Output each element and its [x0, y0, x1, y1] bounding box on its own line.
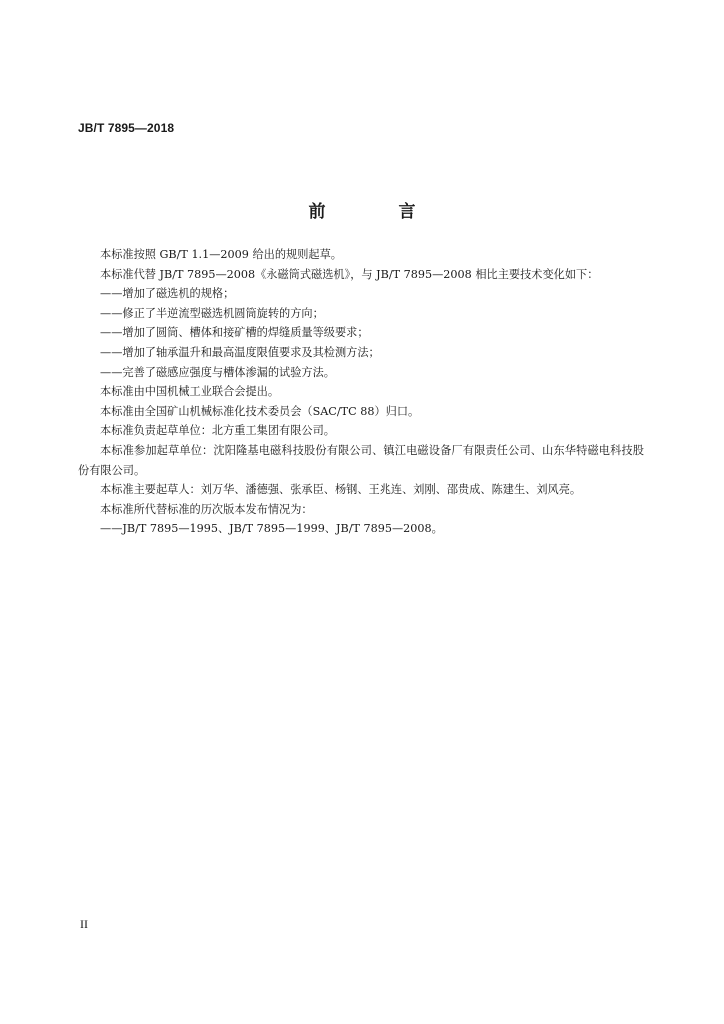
standard-code-header: JB/T 7895—2018 — [78, 121, 175, 135]
paragraph-participating-drafters: 本标准参加起草单位：沈阳隆基电磁科技股份有限公司、镇江电磁设备厂有限责任公司、山东华特磁电科技股份有限公司。 — [78, 443, 644, 477]
paragraph-replacement: 本标准代替 JB/T 7895—2008《永磁筒式磁选机》，与 JB/T 7895—2008 相比主要技术变化如下： — [100, 267, 599, 281]
paragraph-drafting-rules: 本标准按照 GB/T 1.1—2009 给出的规则起草。 — [100, 248, 342, 261]
list-item-change: ——增加了轴承温升和最高温度限值要求及其检测方法； — [100, 345, 380, 359]
foreword-body — [78, 245, 644, 539]
paragraph-responsible-drafter: 本标准负责起草单位：北方重工集团有限公司。 — [100, 424, 335, 438]
foreword-title: 前 言 — [308, 202, 444, 222]
list-item-change: ——修正了半逆流型磁选机圆筒旋转的方向； — [100, 306, 324, 320]
paragraph-proposed-by: 本标准由中国机械工业联合会提出。 — [100, 385, 280, 399]
paragraph-previous-editions: 本标准所代替标准的历次版本发布情况为： — [100, 502, 313, 516]
page-number: II — [80, 917, 88, 931]
list-item-change: ——增加了圆筒、槽体和接矿槽的焊缝质量等级要求； — [100, 326, 369, 340]
list-item-change: ——完善了磁感应强度与槽体渗漏的试验方法。 — [100, 365, 335, 379]
paragraph-centralized-by: 本标准由全国矿山机械标准化技术委员会（SAC/TC 88）归口。 — [100, 404, 420, 418]
list-item-change: ——增加了磁选机的规格； — [100, 287, 235, 301]
list-item-previous-edition: ——JB/T 7895—1995、JB/T 7895—1999、JB/T 7895—2008。 — [100, 522, 443, 536]
paragraph-main-drafters: 本标准主要起草人：刘万华、潘德强、张承臣、杨钢、王兆连、刘刚、邵贵成、陈建生、刘风亮。 — [100, 483, 582, 497]
